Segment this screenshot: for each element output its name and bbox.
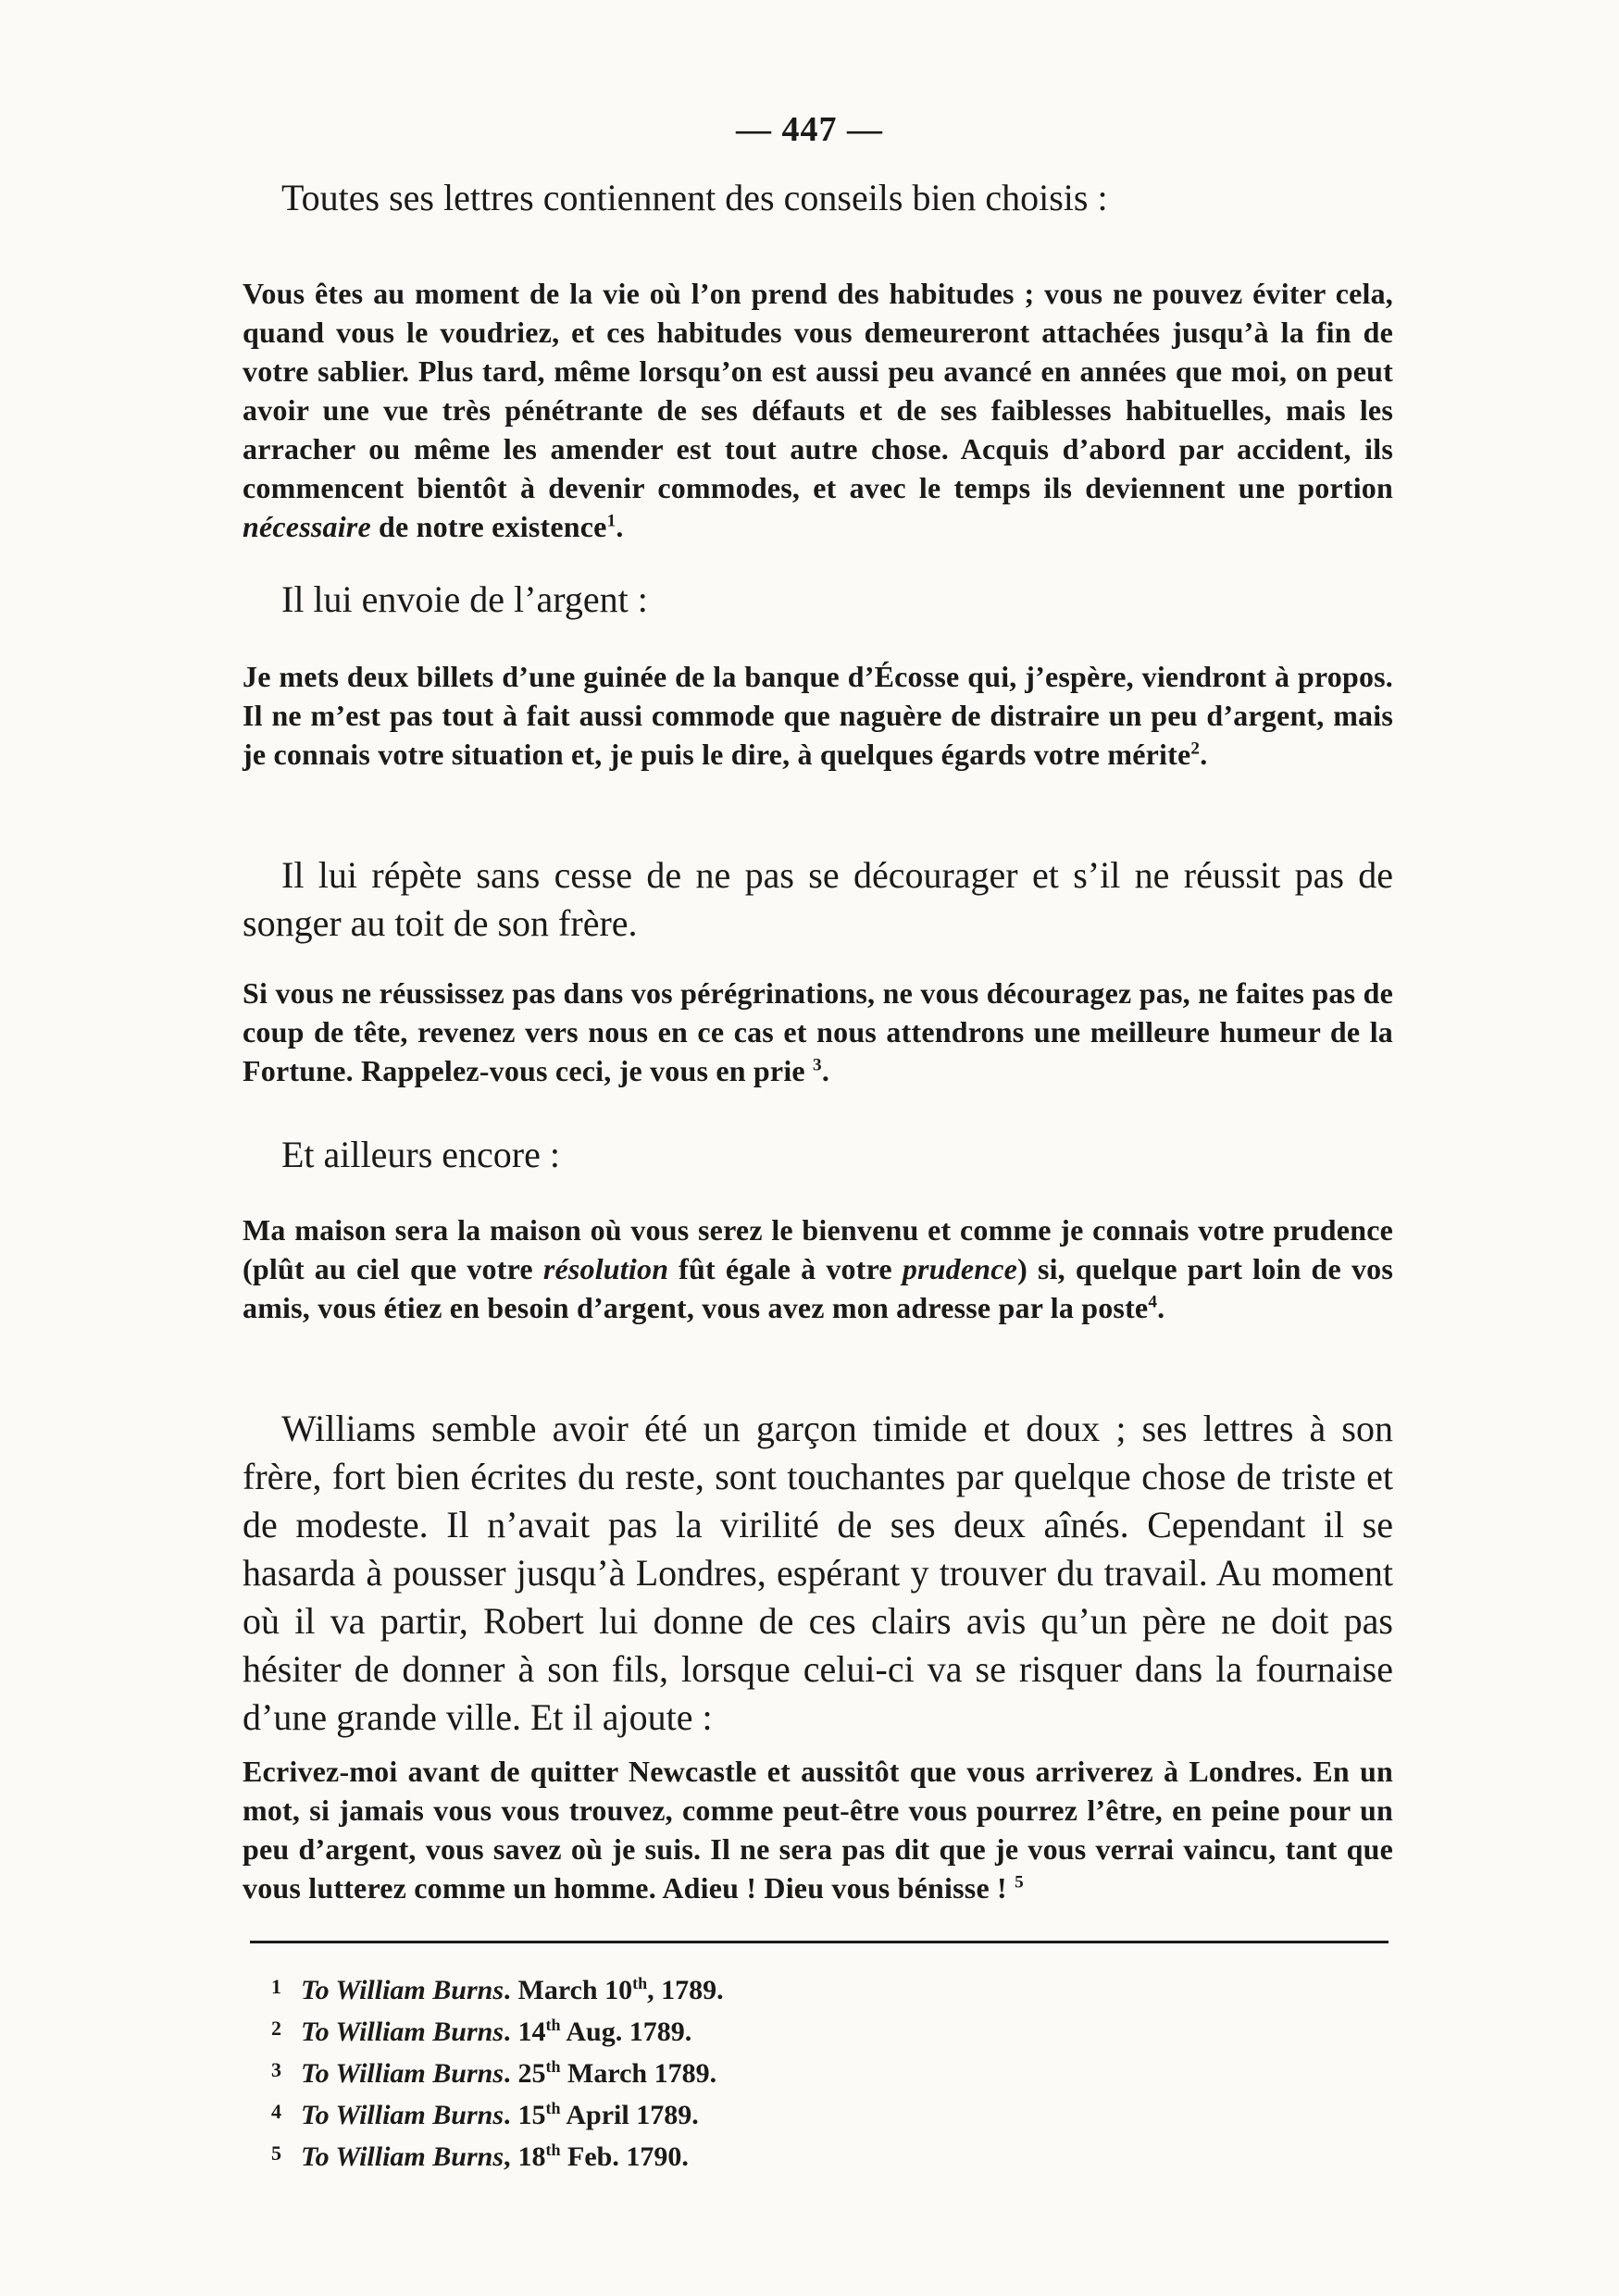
- footnote-ref: 4: [1148, 1292, 1158, 1312]
- intro-paragraph: Il lui envoie de l’argent :: [281, 578, 648, 620]
- footnote-year: , 1789.: [647, 1975, 724, 2005]
- quote-paragraph: [243, 974, 1393, 1090]
- footnote-ref: 1: [606, 511, 616, 531]
- narrative-paragraph: Williams semble avoir été un garçon timide et doux ; ses lettres à son frère, fort bien écrites du reste, sont touchantes par quelque chose de triste et de modeste. Il n’avait pas la virilité de ses deux aînés. Cependant il se hasarda à pousser jusqu’à Londres, espérant y trouver du travail. Au moment où il va partir, Robert lui donne de ces clairs avis qu’un père ne doit pas hésiter de donner à son fils, lorsque celui-ci va se risquer dans la fournaise d’une grande ville. Et il ajoute :: [243, 1408, 1393, 1738]
- footnote-date: 14: [517, 2017, 546, 2047]
- footnote-number: 2: [271, 2017, 281, 2040]
- footnote-number: 5: [271, 2141, 281, 2165]
- page-number: — 447 —: [736, 110, 883, 149]
- quote-text: de notre existence: [370, 510, 607, 543]
- quote-paragraph: [243, 1752, 1393, 1907]
- footnote-recipient: To William Burns: [301, 2017, 504, 2047]
- quote-text: Ma maison sera la maison où vous serez le bienvenu et comme je connais votre prudence (plût au ciel que votre: [243, 1213, 1393, 1285]
- footnote-year: April 1789.: [560, 2100, 699, 2130]
- quote-end: .: [616, 510, 624, 543]
- quote-text: Ecrivez-moi avant de quitter Newcastle et aussitôt que vous arriverez à Londres. En un mot, si jamais vous vous trouvez, comme peut-être vous pourrez l’être, en peine pour un peu d’argent, vous savez où je suis. Il ne sera pas dit que je vous verrai vaincu, tant que vous lutterez comme un homme. Adieu ! Dieu vous bénisse !: [243, 1755, 1393, 1905]
- footnote-suffix: th: [632, 1974, 648, 1992]
- footnote-date: March 10: [517, 1975, 633, 2005]
- intro-paragraph: Il lui répète sans cesse de ne pas se décourager et s’il ne réussit pas de songer au toit de son frère.: [243, 854, 1393, 944]
- footnote-number: 4: [271, 2100, 281, 2123]
- footnote-number: 1: [271, 1975, 281, 1998]
- quote-text: Je mets deux billets d’une guinée de la banque d’Écosse qui, j’espère, viendront à propos. Il ne m’est pas tout à fait aussi commode que naguère de distraire un peu d’argent, mais je connais votre situation et, je puis le dire, à quelques égards votre mérite: [243, 660, 1393, 771]
- footnote-year: March 1789.: [560, 2058, 717, 2089]
- footnote: [271, 2092, 1289, 2134]
- footnote-date: 18: [517, 2141, 546, 2172]
- footnote-number: 3: [271, 2058, 281, 2081]
- footnote-separator: .: [504, 2058, 511, 2089]
- quote-text: Vous êtes au moment de la vie où l’on prend des habitudes ; vous ne pouvez éviter cela, quand vous le voudriez, et ces habitudes vous demeureront attachées jusqu’à la fin de votre sablier. Plus tard, même lorsqu’on est aussi peu avancé en années que moi, on peut avoir une vue très pénétrante de ses défauts et de ses faiblesses habituelles, mais les arracher ou même les amender est tout autre chose. Acquis d’abord par accident, ils commencent bientôt à devenir commodes, et avec le temps ils deviennent une portion: [243, 277, 1393, 504]
- quote-end: .: [1157, 1291, 1165, 1324]
- footnote-suffix: th: [545, 2099, 561, 2117]
- footnotes: [271, 1967, 1289, 2176]
- footnote-recipient: To William Burns: [301, 1975, 504, 2005]
- quote-emphasis: résolution: [542, 1252, 669, 1285]
- footnote: [271, 2009, 1289, 2051]
- footnote-recipient: To William Burns: [301, 2141, 504, 2172]
- footnote-suffix: th: [545, 2141, 561, 2159]
- quote-text: Si vous ne réussissez pas dans vos pérégrinations, ne vous découragez pas, ne faites pas de coup de tête, revenez vers nous en ce cas et nous attendrons une meilleure humeur de la Fortune. Rappelez-vous ceci, je vous en prie: [243, 976, 1393, 1087]
- quote-text: ) si, quelque part loin de vos amis, vous étiez en besoin d’argent, vous avez mon adresse par la poste: [243, 1252, 1393, 1324]
- footnote-separator: .: [504, 2017, 511, 2047]
- quote-end: .: [1200, 738, 1208, 771]
- footnote-ref: 2: [1190, 738, 1201, 759]
- footnote: [271, 2051, 1289, 2092]
- quote-paragraph: [243, 274, 1393, 546]
- footnote-ref: 5: [1015, 1872, 1024, 1893]
- quote-text: fût égale à votre: [668, 1252, 903, 1285]
- footnote-date: 15: [517, 2100, 546, 2130]
- footnote-suffix: th: [545, 2057, 561, 2076]
- quote-paragraph: [243, 657, 1393, 774]
- footnote-separator: ,: [504, 2141, 511, 2172]
- intro-paragraph: Toutes ses lettres contiennent des conseils bien choisis :: [281, 177, 1108, 218]
- footnote-recipient: To William Burns: [301, 2058, 504, 2089]
- footnote-recipient: To William Burns: [301, 2100, 504, 2130]
- quote-paragraph: [243, 1210, 1393, 1327]
- intro-paragraph: Et ailleurs encore :: [281, 1134, 560, 1175]
- quote-end: .: [821, 1054, 830, 1087]
- quote-emphasis: nécessaire: [243, 510, 371, 543]
- footnote-suffix: th: [545, 2016, 561, 2034]
- footnote-ref: 3: [813, 1055, 822, 1075]
- footnote-date: 25: [517, 2058, 546, 2089]
- footnote: [271, 2134, 1289, 2176]
- footnote-divider: [250, 1941, 1389, 1943]
- quote-emphasis: prudence: [902, 1252, 1018, 1285]
- footnote-separator: .: [504, 1975, 511, 2005]
- footnote: [271, 1967, 1289, 2009]
- footnote-year: Feb. 1790.: [560, 2141, 689, 2172]
- footnote-year: Aug. 1789.: [560, 2017, 692, 2047]
- footnote-separator: .: [504, 2100, 511, 2130]
